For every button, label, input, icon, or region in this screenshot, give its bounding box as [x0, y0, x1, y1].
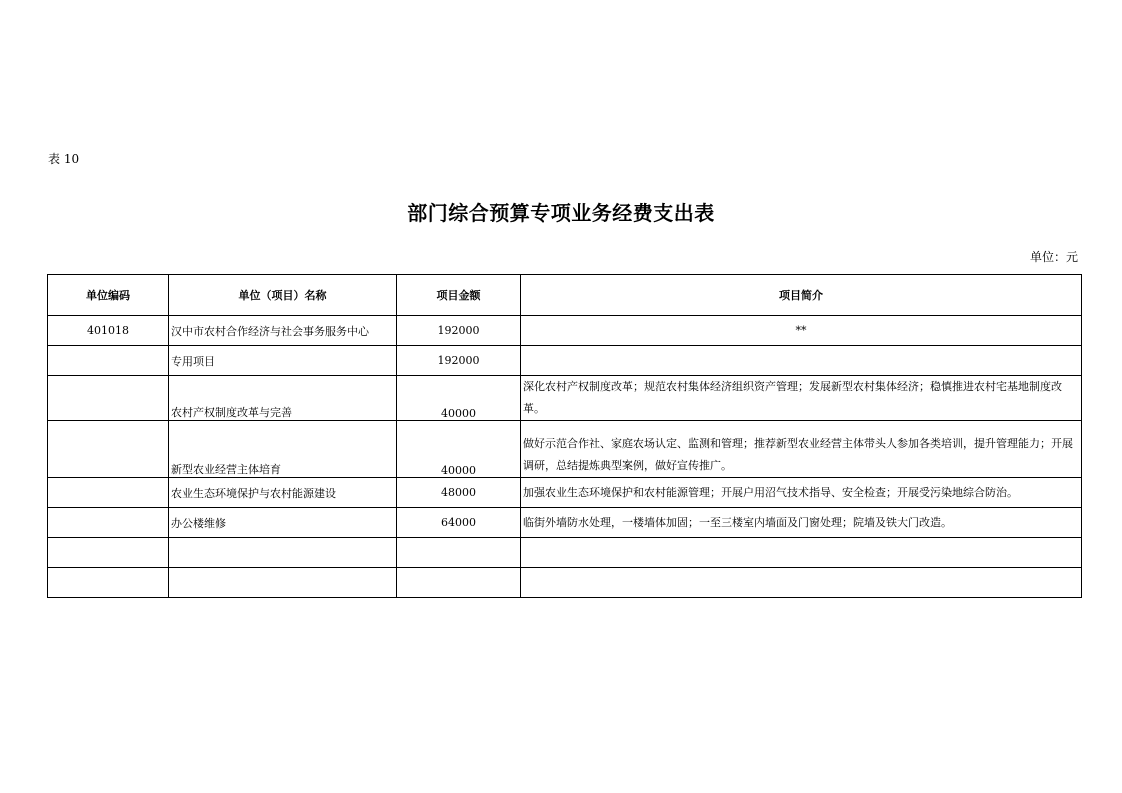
cell-code [48, 478, 169, 508]
table-number: 表 10 [48, 152, 80, 166]
cell-amount [397, 568, 521, 598]
table-row [48, 316, 1082, 346]
table-row [48, 376, 1082, 421]
cell-code [48, 346, 169, 376]
header-description: 项目简介 [521, 275, 1082, 316]
cell-description: 加强农业生态环境保护和农村能源管理；开展户用沼气技术指导、安全检查；开展受污染地综合防治。 [521, 478, 1082, 508]
cell-description: 临街外墙防水处理，一楼墙体加固；一至三楼室内墙面及门窗处理；院墙及铁大门改造。 [521, 508, 1082, 538]
cell-name [169, 568, 397, 598]
cell-amount: 48000 [397, 478, 521, 508]
cell-name: 专用项目 [169, 346, 397, 376]
cell-name: 新型农业经营主体培育 [169, 421, 397, 478]
cell-description: 深化农村产权制度改革；规范农村集体经济组织资产管理；发展新型农村集体经济；稳慎推进农村宅基地制度改革。 [521, 376, 1082, 421]
cell-name: 农村产权制度改革与完善 [169, 376, 397, 421]
header-unit-name: 单位（项目）名称 [169, 275, 397, 316]
cell-description [521, 346, 1082, 376]
table-header-row [48, 275, 1082, 316]
cell-code [48, 538, 169, 568]
cell-description: ** [521, 316, 1082, 346]
budget-table [47, 274, 1082, 598]
cell-code [48, 508, 169, 538]
table-row [48, 508, 1082, 538]
cell-amount [397, 538, 521, 568]
unit-label: 单位：元 [1029, 250, 1078, 264]
cell-description: 做好示范合作社、家庭农场认定、监测和管理；推荐新型农业经营主体带头人参加各类培训，提升管理能力；开展调研，总结提炼典型案例，做好宣传推广。 [521, 421, 1082, 478]
cell-name: 农业生态环境保护与农村能源建设 [169, 478, 397, 508]
table-row [48, 421, 1082, 478]
header-amount: 项目金额 [397, 275, 521, 316]
cell-amount: 192000 [397, 316, 521, 346]
cell-amount: 64000 [397, 508, 521, 538]
cell-description [521, 568, 1082, 598]
cell-name: 办公楼维修 [169, 508, 397, 538]
header-unit-code: 单位编码 [48, 275, 169, 316]
cell-code: 401018 [48, 316, 169, 346]
cell-name: 汉中市农村合作经济与社会事务服务中心 [169, 316, 397, 346]
cell-code [48, 376, 169, 421]
cell-name [169, 538, 397, 568]
table-row [48, 568, 1082, 598]
page-title: 部门综合预算专项业务经费支出表 [407, 201, 715, 225]
cell-amount: 40000 [397, 421, 521, 478]
cell-code [48, 568, 169, 598]
table-row [48, 346, 1082, 376]
cell-amount: 192000 [397, 346, 521, 376]
cell-amount: 40000 [397, 376, 521, 421]
table-row [48, 538, 1082, 568]
cell-code [48, 421, 169, 478]
table-row [48, 478, 1082, 508]
cell-description [521, 538, 1082, 568]
